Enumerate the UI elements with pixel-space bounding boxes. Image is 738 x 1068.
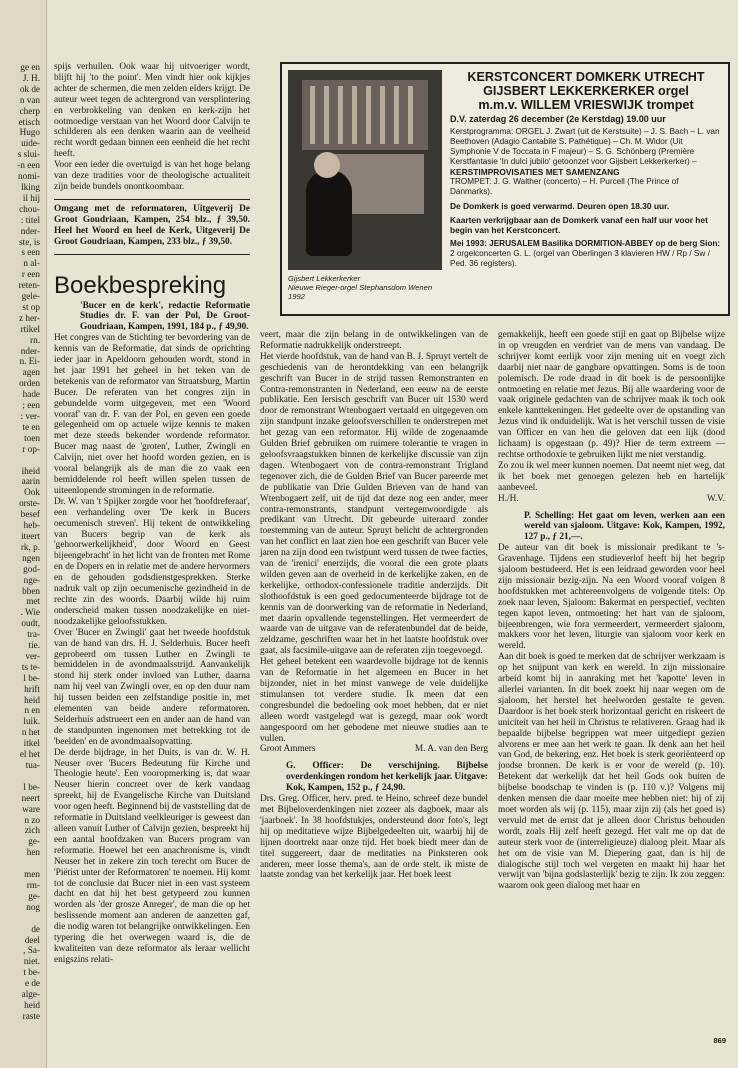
organ-pipe bbox=[338, 86, 343, 144]
gutter-line: nomi- bbox=[18, 171, 40, 182]
organ-pipe bbox=[394, 86, 399, 144]
gutter-line: tie. bbox=[28, 640, 40, 651]
gutter-line: nge- bbox=[23, 574, 40, 585]
ad-tickets: Kaarten verkrijgbaar aan de Domkerk vanaf een half uur voor het begin van het Kerstconcert. bbox=[450, 215, 708, 235]
ad-text bbox=[450, 70, 722, 269]
organist-head bbox=[314, 152, 340, 178]
gutter-line: n zo bbox=[24, 814, 40, 825]
gutter-line: cherp bbox=[19, 105, 40, 116]
page bbox=[54, 62, 726, 1062]
divider bbox=[54, 254, 250, 255]
review-paragraph: Het geheel betekent een waardevolle bijdrage tot de kennis van de Reformatie in het algemeen en Bucer in het bijzonder, niet in het minst vanwege de vele duidelijke stimulansen tot verdere studie. Ik meen dat een congresbundel die bedoeling ook moet hebben, dat er niet alleen wordt vastgelegd wat is gezegd, maar ook wordt aangespoord om het gebodene met nieuwe studies aan te vullen. bbox=[260, 657, 488, 744]
review-paragraph: Aan dit boek is goed te merken dat de schrijver werkzaam is op het snijpunt van kerk en wereld. In zijn missionaire arbeid komt hij in aanraking met het 'kapotte' leven in allerlei varianten. In dit boek zoekt hij naar wegen om de sjaloom, het herstel het heelworden gestalte te geven. Daardoor is het boek sterk horizontaal gericht en riskeert de uniciteit van het heil in Christus te relativeren. Graag had ik bepaalde bijbelse begrippen wat meer uitgediept gezien alvorens er mee aan het werk te gaan. Ik denk aan het heil van God, de bekering, enz. Het boek is sterk georiënteerd op joodse bronnen. De kerk is er voor de wereld (p. 10). Betekent dat werkelijk dat het heil Gods ook buiten de bijbelse boodschap te vinden is (p. 110 v.)? Volgens mij denken mensen die daar moeite mee hebben niet: hij of zij moet worden als wij (p. 115), maar zijn zij (als het goed is) vervuld met de ernst dat je alleen door Christus behouden wordt, zoals Hij zelf heeft gezegd. Het valt me op dat de auteur sterk voor de (interreligieuze) dialoog pleit. Maar als het om de visie van M. Diepering gaat, dan is hij de dialogische stijl toch wel vergeten en maakt hij haar het verwijt van 'bijna godslasterlijk' bezig te zijn. Ik zou zeggen: waarom ook geen dialoog met haar en bbox=[498, 652, 725, 892]
gutter-line: n al- bbox=[23, 258, 40, 269]
gutter-line: z her- bbox=[19, 312, 40, 323]
gutter-line: besef bbox=[20, 509, 40, 520]
gutter-line: rn. bbox=[30, 334, 40, 345]
gutter-line: met bbox=[26, 596, 40, 607]
ad-title: KERSTCONCERT DOMKERK UTRECHT bbox=[467, 70, 705, 84]
gutter-line: tua- bbox=[25, 760, 40, 770]
gutter-line: aarin bbox=[21, 476, 40, 487]
review-paragraph: De auteur van dit boek is missionair predikant te 's-Gravenhage. Tijdens een studieverlof heeft hij het begrip sjaloom bestudeerd. Het is een leidraad geworden voor heel zijn missionair bezig-zijn. Na een Woord vooraf volgen 8 hoofdstukken met achtereenvolgens de volgende titels: Op zoek naar leven, Sjaloom: Bakermat en perspectief, vechten tegen kapot leven, ontmoeting: het hart van de sjaloom, bijeenbrengen, wie fora vermeerdert, vermeerdert sjaloom, makkers voor het leven, liturgie van sjaloom voor kerk en wereld. bbox=[498, 543, 725, 652]
gutter-line: , Sa- bbox=[23, 945, 40, 956]
review-heading: 'Bucer en de kerk', redactie Reformatie Studies dr. F. van der Pol, De Groot-Goudriaan, Kampen, 1991, 184 p., ƒ 49,90. bbox=[80, 300, 250, 333]
ad-date: D.V. zaterdag 26 december (2e Kerstdag) 19.00 uur bbox=[450, 114, 666, 124]
review-heading: G. Officer: De verschijning. Bijbelse overdenkingen rondom het kerkelijk jaar. Uitgave: Kok, Kampen, 152 p., ƒ 24,90. bbox=[286, 761, 488, 794]
gutter-line: heid bbox=[24, 694, 40, 705]
gutter-line: hen bbox=[26, 847, 40, 858]
signature-name: W.V. bbox=[706, 493, 725, 504]
signature bbox=[498, 494, 725, 505]
gutter-line: n het bbox=[21, 727, 40, 738]
organ-pipe bbox=[310, 86, 315, 144]
column-2 bbox=[260, 330, 488, 881]
gutter-line: . Wie bbox=[20, 607, 40, 618]
gutter-line: oudt, bbox=[21, 618, 40, 629]
gutter-line: deel bbox=[24, 934, 40, 945]
gutter-line: men bbox=[24, 869, 40, 880]
gutter-line: nog bbox=[26, 901, 40, 912]
gutter-line: orden bbox=[19, 378, 40, 389]
gutter-line: reten- bbox=[18, 280, 40, 291]
gutter-line: st op bbox=[22, 301, 40, 312]
gutter-line: ge- bbox=[28, 836, 40, 847]
gutter-line: uide- bbox=[21, 138, 40, 149]
gutter-line: ge- bbox=[28, 890, 40, 901]
gutter-line: ts te- bbox=[21, 661, 40, 672]
signature bbox=[260, 744, 488, 755]
intro-paragraph: spijs verhullen. Ook waar hij uitvoeriger wordt, blijft hij 'to the point'. Men vindt hier ook kijkjes achter de schermen, die men zelden elders krijgt. De auteur weet tegen de achtergrond van versplintering en verbrokkeling van denken en kerk-zijn het ootmoedige verstaan van het Woord door Calvijn te schilderen als een denken waarin aan de veelheid recht wordt gedaan binnen een eenheid die het recht heeft. bbox=[54, 62, 250, 160]
organ-pipe bbox=[352, 86, 357, 144]
gutter-line: te en bbox=[22, 421, 40, 432]
gutter-line: agen bbox=[22, 367, 40, 378]
gutter-line: ok de bbox=[19, 83, 40, 94]
ad-program: Kerstprogramma: ORGEL J. Zwart (uit de Kerstsuite) – J. S. Bach – L. van Beethoven (Adagio Cantabile S. Pathétique) – Ch. M. Widor (Uit Symphonie V de Toccata in F majeur) – S. G. Schönberg (Première Kerstfantasie 'In dulci jubilo' getoonzet voor Gijsbert Lekkerkerker) – bbox=[450, 127, 720, 166]
gutter-line: chou- bbox=[19, 203, 40, 214]
caption-name: Gijsbert Lekkerkerker bbox=[288, 274, 361, 283]
page-number: 869 bbox=[713, 1036, 726, 1045]
review-paragraph: Het vierde hoofdstuk, van de hand van B. J. Spruyt vertelt de geschiedenis van de herontdekking van een belangrijk geschrift van Bucer in de strijd tussen Remonstranten en Contra-remonstranten in Nederland, een eeuw na de eerste publikatie. Een Iersisch geschrift van Bucer uit 1530 werd door de remonstrant Wtenbogaert vertaald en uitgegeven om zijn standpunt inzake geloofsverschillen te onderstrepen met het gezag van een reformator. Hij wilde de zogenaamde Gulden Brief gebruiken om ruimere tolerantie te vragen in geloofsvraagstukken binnen de kerkelijke discussie van zijn dagen. Wtenbogaert von de contra-remonstrant Trigland tegenover zich, die de Gulden Brief van Bucer pareerde met de publikatie van Drie Gulden Brieven van de hand van Wtenbogaert zelf, uit de tijd dat deze nog een ander, meer contra-remonstrants, standpunt vertegenwoordigde als predikant van Utrecht. Dit gebeurde uiteraard zonder toestemming van de auteur. Spruyt belicht de achtergronden van het conflict en laat zien hoe een geschrift van Bucer vele jaren na zijn dood een twistpunt werd tussen de twee facties, van de 'irenici' enerzijds, die vooral die een grote plaats wilden geven aan de overheid in de kerkelijke zaken, en de kerkelijke, orthodox-confessionele traditie anderzijds. Dit slothoofdstuk is een goed gedocumenteerde bijdrage tot de kennis van de doorwerking van de reformatie in Nederland, met daarin opvallende tegenstellingen. Het vermeerdert de waarde van de uitgave van de referatenbundel dat de beide, zeldzame, geschriften waar het in het laatste hoofdstuk over gaat, als facsimile-uitgave aan de referaten zijn toegevoegd. bbox=[260, 351, 488, 657]
ad-trumpet: TROMPET: J. G. Walther (concerto) – H. Purcell (The Prince of Danmarks). bbox=[450, 177, 679, 196]
review-paragraph: Drs. Greg. Officer, herv. pred. te Heino, schreef deze bundel met Bijbeloverdenkingen niet zozeer als dagboek, maar als 'jaarboek'. In 38 hoofdstukjes, ondersteund door foto's, legt hij op meditatieve wijze Bijbelgedeelten uit, waarbij hij de lijnen doortrekt naar onze tijd. Het boek biedt meer dan de titel suggereert, daar de meditaties na Pinksteren ook anderen, meer losse thema's, aan de orde stelt. ik miste de laatste zondag van het kerkelijk jaar. Het boek leest bbox=[260, 794, 488, 881]
gutter-line: el het bbox=[19, 749, 40, 760]
gutter-line: luik. bbox=[23, 716, 40, 727]
gutter-line: r op- bbox=[22, 443, 40, 454]
gutter-line: Ook bbox=[24, 487, 40, 498]
gutter-line bbox=[0, 858, 46, 869]
ad-trumpeter: m.m.v. WILLEM VRIESWIJK trompet bbox=[478, 98, 694, 112]
organ-pipe bbox=[380, 86, 385, 144]
review-paragraph: gemakkelijk, heeft een goede stijl en gaat op Bijbelse wijze in op vreugden en verdriet van de mens van vandaag. De schrijver komt eerlijk voor zijn mening uit en voegt zich daarbij niet naar de gangbare opvattingen. Soms is de toon polemisch. De rode draad in dit boek is de persoonlijke ontmoeting en relatie met Jezus. Bij alle waardering voor de vaak originele gedachten van de schrijver maak ik toch ook enkele kanttekeningen. Het gedeelte over de opstanding van Jezus vind ik onduidelijk. Wat is het verschil tussen de visie van Officer en van hen die geloven dat een lijk (dood lichaam) is opgestaan (p. 49)? Hier de term extreem — rechtse orthodoxie te gebruiken lijkt me niet verstandig. bbox=[498, 330, 725, 460]
ad-organist: GIJSBERT LEKKERKERKER orgel bbox=[483, 84, 689, 98]
divider bbox=[54, 199, 250, 200]
review-paragraph: Zo zou ik wel meer kunnen noemen. Dat neemt niet weg, dat ik het boek met genoegen gelezen heb en hartelijk aanbeveel. bbox=[498, 460, 725, 493]
gutter-line: il hij bbox=[22, 192, 40, 203]
gutter-line: niet. bbox=[23, 956, 40, 967]
gutter-line: J. H. bbox=[22, 72, 40, 83]
gutter-line: heb- bbox=[23, 520, 40, 531]
gutter-line: etisch bbox=[18, 116, 40, 127]
gutter-line: nder- bbox=[20, 345, 40, 356]
gutter-line: heid bbox=[24, 999, 40, 1010]
review-paragraph: Het congres van de Stichting ter bevordering van de kennis van de Reformatie, dat sinds de oprichting ieder jaar in Apeldoorn gehouden wordt, stond in het jaar 1991 het geheel in het teken van de betekenis van de reformator van Straatsburg, Martin Bucer. De referaten van het congres zijn in gebundelde vorm uitgegeven, met een 'Woord vooraf' van dr. F. van der Pol, en geven een goede gelegenheid om op actuele wijze kennis te maken met deze steeds bekender wordende reformator. Bucer mag naast de 'groten', Luther, Zwingli en Calvijn, niet over het hoofd worden gezien, en is vooral belangrijk als de man die zo vaak een bemiddelende rol heeft willen spelen tussen de uiteenlopende stromingen in de reformatie. bbox=[54, 333, 250, 496]
organ-pipe bbox=[324, 86, 329, 144]
gutter-line: ge en bbox=[20, 62, 40, 72]
gutter-line: rk, p. bbox=[20, 541, 40, 552]
gutter-line: ngen bbox=[22, 552, 40, 563]
gutter-line: ver- bbox=[25, 650, 40, 661]
review-paragraph: De derde bijdrage, in het Duits, is van dr. W. H. Neuser over 'Bucers Bedeutung für Kirche und Theologie heute'. Een vooropmerking is, dat waar Neuser hierin concreet over de kerk vandaag spreekt, hij de Evangelische Kirche van Duitsland voor ogen heeft. Beginnend bij de vaststelling dat de reformatie in Duitsland veelkleuriger is geweest dan alleen vanuit Luther of Calvijn gezien, bespreekt hij een aantal hoofdzaken van Bucers program van reformatie. Hoewel het een anachronisme is, vindt Neuser het in zekere zin toch terecht om Bucer de 'Piëtist unter der Reformatoren' te noemen. Hij komt tot de conclusie dat Bucer niet in een vast systeem dacht en dat hij het best getypeerd zou kunnen worden als 'der grosze Anreger', de man die op het beslissende moment aan anderen de aanzetten gaf, die nodig waren tot belangrijke ontwikkelingen. Een typering die het overwegen waard is, die de kwaliteiten van deze reformator als leraar wellicht enigszins relati- bbox=[54, 747, 250, 965]
gutter-line: gele- bbox=[21, 291, 40, 302]
gutter-line: de bbox=[31, 923, 40, 934]
gutter-line: iteert bbox=[21, 530, 40, 541]
gutter-line: rtikel bbox=[20, 323, 40, 334]
column-3 bbox=[498, 330, 725, 892]
gutter-line: raste bbox=[22, 1010, 40, 1021]
gutter-line: l be- bbox=[23, 672, 40, 683]
ad-may-text: 2 orgelconcerten G. L. (orgel van Oberlingen 3 klavieren HW / Rp / Sw / Ped. 36 registers). bbox=[450, 249, 710, 268]
gutter-line: hade bbox=[22, 389, 40, 400]
signature-place: H./H. bbox=[498, 493, 519, 504]
book-references: Omgang met de reformatoren, Uitgeverij De Groot Goudriaan, Kampen, 254 blz., ƒ 39,50. Heel het Woord en heel de Kerk, Uitgeverij De Groot Goudriaan, Kampen, 233 blz., ƒ 39,50. bbox=[54, 203, 250, 247]
organist-figure bbox=[306, 170, 352, 256]
gutter-line bbox=[0, 771, 46, 782]
gutter-line: : titel bbox=[20, 214, 40, 225]
ad-may-title: Mei 1993: JERUSALEM Basilika DORMITION-ABBEY op de berg Sion: bbox=[450, 239, 721, 248]
gutter-line: bben bbox=[22, 585, 40, 596]
gutter-line: nder- bbox=[20, 225, 40, 236]
gutter-line: ware bbox=[22, 803, 40, 814]
concert-advertisement bbox=[280, 62, 730, 316]
gutter-line: hrift bbox=[24, 683, 40, 694]
ad-heating: De Domkerk is goed verwarmd. Deuren open 18.30 uur. bbox=[450, 201, 670, 211]
review-paragraph: Over 'Bucer en Zwingli' gaat het tweede hoofdstuk van de hand van drs. H. J. Selderhuis. Bucer heeft geprobeerd om tussen Luther en Zwingli te bemiddelen in de avondmaalsstrijd. Aanvankelijk stond hij sterk onder invloed van Luther, daarna nam hij veel van Zwingli over, en op den duur nam hij tussen beiden een zelfstandige positie in, met elementen van beide andere reformatoren. Selderhuis adstrueert een en ander aan de hand van de standpunten ingenomen met betrekking tot de 'beelden' en de avondmaalsopvatting. bbox=[54, 627, 250, 747]
review-heading: P. Schelling: Het gaat om leven, werken aan een wereld van sjaloom. Uitgave: Kok, Kampen, 1992, 127 p., ƒ 21,—. bbox=[524, 510, 725, 543]
signature-name: M. A. van den Berg bbox=[414, 744, 488, 755]
gutter-line: iheid bbox=[21, 465, 40, 476]
gutter-line: -n een bbox=[17, 160, 40, 171]
previous-page-gutter bbox=[0, 0, 47, 1068]
gutter-line: r een bbox=[21, 269, 40, 280]
gutter-line: god- bbox=[23, 563, 40, 574]
gutter-line: n. Ei- bbox=[19, 356, 40, 367]
review-paragraph: veert, maar die zijn belang in de ontwikkelingen van de Reformatie nadrukkelijk onderstreept. bbox=[260, 330, 488, 351]
organ-pipe bbox=[366, 86, 371, 144]
gutter-line: l be- bbox=[23, 781, 40, 792]
gutter-line: rm- bbox=[26, 879, 40, 890]
section-title: Boekbespreking bbox=[54, 271, 227, 299]
review-paragraph: Dr. W. van 't Spijker zorgde voor het 'hoofdreferaat', een verhandeling over 'De kerk in Bucers oecumenisch streven'. Hij tekent de ontwikkeling van Bucers begrip van de kerk als 'gehoorwerkelijkheid', door Woord en Geest bijeengebracht' in het licht van de fronten met Rome en de Dopers en in relatie met de andere hervormers en de gehouden godsdienstgesprekken. Sterke nadruk valt op zijn oecumenische gezindheid in de rechte zin des woords. Daarbij wilde hij ruim onderscheid maken tussen noodzakelijke en niet-noodzakelijke geloofsstukken. bbox=[54, 496, 250, 627]
organist-photo bbox=[288, 70, 442, 270]
gutter-line bbox=[0, 913, 46, 924]
gutter-line: n en bbox=[24, 705, 40, 716]
gutter-line: toen bbox=[24, 432, 40, 443]
gutter-line: ste, is bbox=[19, 236, 40, 247]
column-1 bbox=[54, 62, 250, 966]
gutter-line: alge- bbox=[21, 989, 40, 1000]
gutter-line: s slui- bbox=[17, 149, 40, 160]
gutter-line: Hugo bbox=[19, 127, 40, 138]
gutter-line: itkel bbox=[23, 738, 40, 749]
gutter-line: : ver- bbox=[20, 411, 40, 421]
gutter-text bbox=[0, 62, 46, 1022]
gutter-line: zich bbox=[24, 825, 40, 836]
intro-paragraph-2: Voor een ieder die overtuigd is van het hoge belang van deze tradities voor de theologische actualiteit zijn beide bundels onontkoombaar. bbox=[54, 160, 250, 192]
gutter-line: neert bbox=[21, 792, 40, 803]
organ-pipe bbox=[408, 86, 413, 144]
gutter-line: t be- bbox=[23, 967, 40, 978]
gutter-line: s een bbox=[21, 247, 40, 258]
signature-place: Groot Ammers bbox=[260, 744, 316, 755]
ad-improvisations: KERSTIMPROVISATIES MET SAMENZANG bbox=[450, 167, 620, 177]
gutter-line bbox=[0, 455, 46, 466]
photo-caption bbox=[288, 274, 442, 301]
gutter-line: e de bbox=[24, 978, 40, 989]
gutter-line: n van bbox=[19, 94, 40, 105]
gutter-line: orste- bbox=[19, 498, 40, 509]
gutter-line: lking bbox=[21, 181, 40, 192]
gutter-line: ; een bbox=[22, 400, 40, 411]
gutter-line: tra- bbox=[27, 629, 40, 640]
caption-text: Nieuwe Rieger-orgel Stephansdom Wenen 1992 bbox=[288, 283, 433, 301]
